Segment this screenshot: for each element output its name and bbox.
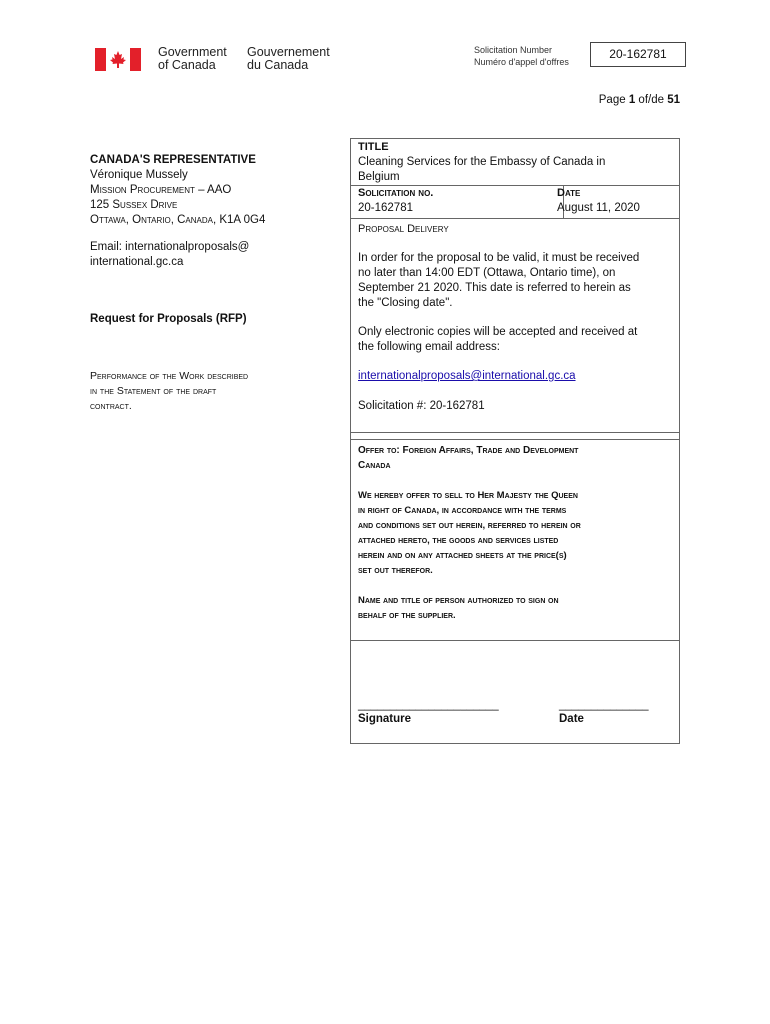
date-sign-line: ______________	[559, 699, 649, 711]
solicitation-number-header	[474, 44, 569, 68]
gov-wordmark-en	[158, 46, 227, 72]
performance-line-2: in the Statement of the draft	[90, 385, 217, 397]
proposal-delivery-section	[351, 219, 679, 433]
email-line-2: international.gc.ca	[90, 256, 184, 268]
delivery-p1-line3: September 21 2020. This date is referred to herein as	[358, 282, 631, 294]
signature-section	[351, 637, 679, 743]
rfp-heading: Request for Proposals (RFP)	[90, 313, 247, 325]
page-indicator	[599, 94, 680, 106]
solicitation-number-box: 20-162781	[590, 42, 686, 67]
performance-text	[90, 369, 325, 414]
gov-fr-line1: Gouvernement	[247, 45, 330, 59]
gov-fr-line2: du Canada	[247, 58, 309, 72]
solicitation-value: 20-162781	[358, 202, 413, 214]
delivery-p2-line2: the following email address:	[358, 341, 500, 353]
name-title-line1: Name and title of person authorized to sign on	[358, 595, 559, 606]
title-section	[351, 139, 679, 186]
delivery-p1-line4: the "Closing date".	[358, 297, 453, 309]
offer-paragraph	[358, 488, 672, 578]
delivery-p2-line1: Only electronic copies will be accepted and received at	[358, 326, 638, 338]
solicitation-label: Solicitation no.	[358, 187, 434, 199]
representative-name: Véronique Mussely	[90, 169, 188, 181]
canada-flag-logo	[95, 48, 141, 71]
date-value: August 11, 2020	[557, 202, 640, 214]
solicitation-cell	[351, 185, 564, 218]
address-line-2: 125 Sussex Drive	[90, 199, 178, 211]
solicitation-reference: Solicitation #: 20-162781	[358, 400, 485, 412]
offer-line4: attached hereto, the goods and services listed	[358, 535, 559, 546]
offer-to-line2: Canada	[358, 460, 391, 471]
performance-line-1: Performance of the Work described	[90, 370, 249, 382]
solicitation-label-fr: Numéro d'appel d'offres	[474, 57, 569, 67]
gov-en-line2: of Canada	[158, 58, 216, 72]
name-title-line2: behalf of the supplier.	[358, 610, 456, 621]
page-total: 51	[667, 94, 680, 106]
proposal-box	[350, 138, 680, 744]
gov-wordmark-fr	[247, 46, 330, 72]
solicitation-label-en: Solicitation Number	[474, 45, 553, 55]
delivery-p1-line2: no later than 14:00 EDT (Ottawa, Ontario time), on	[358, 267, 616, 279]
title-line-1: Cleaning Services for the Embassy of Canada in	[358, 156, 606, 168]
delivery-p1-line1: In order for the proposal to be valid, it must be received	[358, 252, 640, 264]
page-sep: of/de	[638, 94, 664, 106]
proposal-email-link[interactable]: internationalproposals@international.gc.ca	[358, 370, 576, 382]
address-line-3: Ottawa, Ontario, Canada, K1A 0G4	[90, 214, 266, 226]
offer-line6: set out therefor.	[358, 565, 433, 576]
date-sign-label: Date	[559, 713, 584, 725]
email-line-1: Email: internationalproposals@	[90, 241, 250, 253]
page-prefix: Page	[598, 94, 626, 106]
offer-line3: and conditions set out herein, referred to herein or	[358, 520, 581, 531]
offer-to-line1: Offer to: Foreign Affairs, Trade and Development	[358, 445, 579, 456]
representative-column	[90, 153, 325, 414]
name-title-instruction	[358, 593, 672, 623]
offer-line5: herein and on any attached sheets at the price(s)	[358, 550, 567, 561]
title-line-2: Belgium	[358, 171, 400, 183]
page-current: 1	[628, 94, 636, 106]
offer-line1: We hereby offer to sell to Her Majesty the Queen	[358, 490, 578, 501]
signature-line: ______________________	[358, 699, 499, 711]
title-label: TITLE	[358, 141, 389, 153]
delivery-label: Proposal Delivery	[358, 223, 449, 235]
offer-section	[351, 439, 679, 641]
address-line-1: Mission Procurement – AAO	[90, 184, 232, 196]
solicitation-date-row	[351, 185, 679, 219]
offer-line2: in right of Canada, in accordance with the terms	[358, 505, 567, 516]
offer-to-heading	[358, 443, 672, 473]
representative-heading: CANADA'S REPRESENTATIVE	[90, 154, 256, 166]
date-cell	[550, 185, 679, 218]
date-label: Date	[557, 187, 581, 199]
gov-en-line1: Government	[158, 45, 227, 59]
performance-line-3: contract.	[90, 400, 132, 412]
signature-label: Signature	[358, 713, 412, 725]
